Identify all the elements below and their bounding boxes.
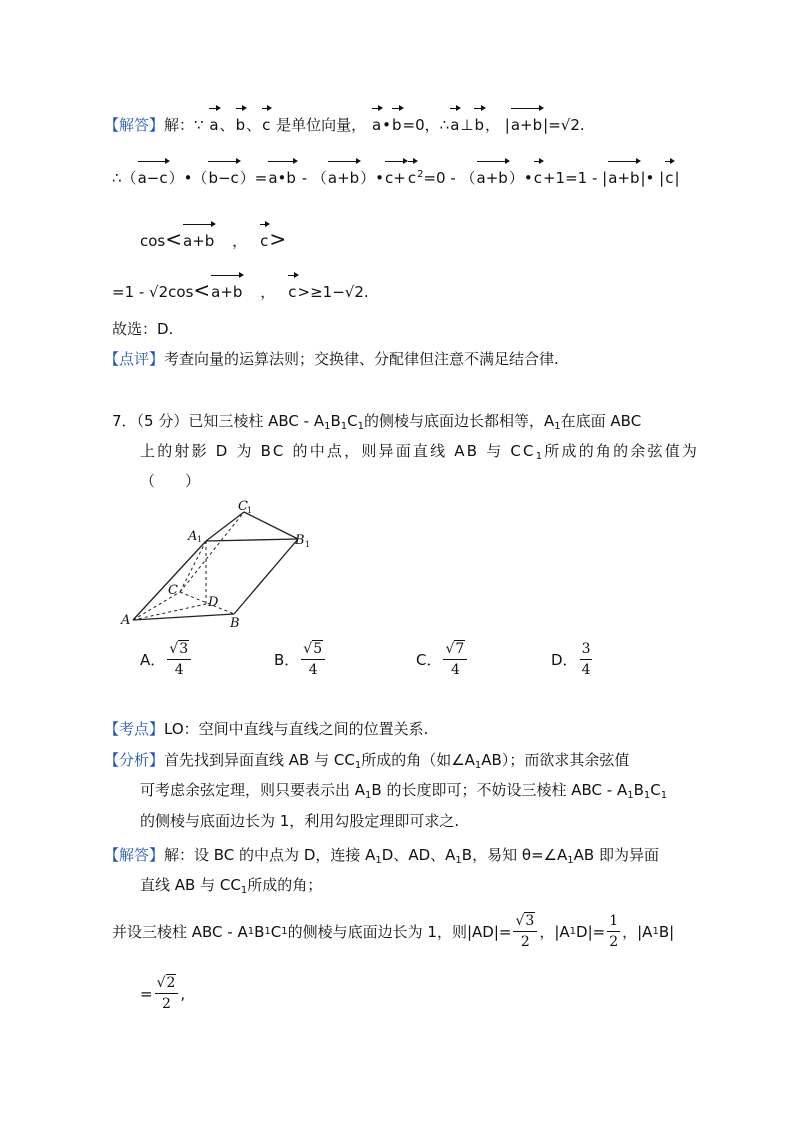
expr-part: | bbox=[674, 169, 680, 187]
comma: ， bbox=[232, 232, 248, 250]
fraction: $\frac{3}{4}$ bbox=[581, 641, 591, 678]
solution-text: , bbox=[180, 984, 186, 1003]
option-D[interactable] bbox=[551, 640, 594, 679]
angle-open: < bbox=[193, 278, 211, 302]
comma: ， bbox=[260, 283, 276, 301]
solution-text: 解：设 BC 的中点为 D，连接 A bbox=[164, 846, 376, 864]
expr-part: =0 - （ bbox=[423, 169, 476, 187]
solution-text: C bbox=[270, 922, 282, 941]
vector-b: b bbox=[392, 108, 402, 136]
sep: 、 bbox=[246, 116, 262, 134]
prism-figure bbox=[118, 496, 318, 630]
expr-part: ）• bbox=[360, 169, 385, 187]
fraction-ad: $\frac{√3}{2}$ bbox=[513, 912, 537, 951]
fraction: $\frac{√3}{4}$ bbox=[167, 640, 191, 679]
fraction-a1d: $\frac{1}{2}$ bbox=[609, 913, 619, 950]
q-text: 上的射影 D 为 BC 的中点，则异面直线 AB 与 CC bbox=[140, 442, 536, 460]
answer-line-3 bbox=[140, 224, 286, 252]
label-C1: C bbox=[238, 499, 248, 514]
sep: 、 bbox=[219, 116, 235, 134]
solution-text: D、AD、A bbox=[381, 846, 456, 864]
expr-part: ）• bbox=[508, 169, 533, 187]
analysis-text: 首先找到异面直线 AB 与 CC bbox=[164, 751, 355, 769]
q-text: 7．（5 分）已知三棱柱 ABC - A bbox=[112, 412, 325, 430]
solution-text: = bbox=[140, 984, 153, 1003]
label-A: A bbox=[121, 613, 131, 628]
solution-text: 直线 AB 与 CC bbox=[140, 876, 241, 894]
vector-a-plus-b: a+b bbox=[477, 161, 508, 189]
option-label: A． bbox=[140, 651, 166, 669]
svg-text:1: 1 bbox=[197, 535, 203, 544]
answer-tag: 【解答】 bbox=[104, 116, 165, 134]
question-7-choice-paren: （ ） bbox=[140, 472, 201, 490]
kaodian-text: LO：空间中直线与直线之间的位置关系. bbox=[164, 720, 429, 738]
analysis-text: B bbox=[633, 781, 644, 799]
vector-c: c bbox=[262, 108, 270, 136]
solution-text: 所成的角； bbox=[247, 876, 323, 894]
solution-text: B bbox=[254, 922, 265, 941]
analysis-text: C bbox=[650, 781, 661, 799]
vector-c: c bbox=[288, 275, 296, 303]
q-text: 所成的角的余弦值为 bbox=[544, 442, 700, 460]
paren: （ bbox=[121, 169, 137, 187]
vector-a-minus-c: a−c bbox=[138, 161, 168, 189]
solution-text: ，|A bbox=[539, 922, 570, 941]
solution-text: 并设三棱柱 ABC - A bbox=[112, 922, 248, 941]
solution-line-4 bbox=[140, 974, 185, 1013]
q-text: 的侧棱与底面边长都相等，A bbox=[364, 412, 555, 430]
answer-line-1: 【解答】解：∵ a、 b、 c 是单位向量， a• b=0，∴ a⊥ b， | a+b|=√2. bbox=[104, 108, 585, 136]
q-text: 在底面 ABC bbox=[560, 412, 642, 430]
vector-a-plus-b: a+b bbox=[211, 275, 242, 303]
option-A[interactable] bbox=[140, 640, 193, 679]
fraction: $\frac{√5}{4}$ bbox=[301, 640, 325, 679]
kaodian-line bbox=[104, 718, 428, 740]
solution-text: AB 即为异面 bbox=[573, 846, 659, 864]
vector-c: c bbox=[408, 161, 416, 189]
choose-line: 故选：D. bbox=[112, 320, 174, 338]
solution-text: 的侧棱与底面边长为 1，则|AD|= bbox=[287, 922, 512, 941]
comment-text: 考查向量的运算法则；交换律、分配律但注意不满足结合律. bbox=[164, 350, 559, 368]
option-B[interactable] bbox=[274, 640, 327, 679]
dot-product-zero: =0，∴ bbox=[402, 116, 450, 134]
solution-tag: 【解答】 bbox=[104, 846, 165, 864]
vector-c: c bbox=[260, 224, 268, 252]
answer-line-4 bbox=[112, 275, 369, 303]
expr-part: +1=1 - | bbox=[542, 169, 608, 187]
vector-c: c bbox=[665, 161, 673, 189]
cos-text: cos bbox=[140, 232, 166, 250]
label-C: C bbox=[168, 583, 178, 598]
analysis-text: B 的长度即可；不妨设三棱柱 ABC - A bbox=[371, 781, 628, 799]
analysis-line-3: 的侧棱与底面边长为 1，利用勾股定理即可求之. bbox=[140, 812, 460, 830]
vector-a-plus-b: a+b bbox=[608, 161, 639, 189]
solution-text: ，|A bbox=[622, 922, 653, 941]
solution-text: B，易知 θ=∠A bbox=[461, 846, 568, 864]
therefore-symbol: ∴ bbox=[112, 169, 122, 187]
prism-diagram bbox=[118, 496, 318, 630]
analysis-line-2: 可考虑余弦定理，则只要表示出 $A_1B$ 的长度即可；不妨设三棱柱 ABC - $A_1B_1C_1$ bbox=[140, 781, 668, 801]
comment-tag: 【点评】 bbox=[104, 350, 165, 368]
paren: ）= bbox=[239, 169, 268, 187]
paren: ）•（ bbox=[168, 169, 208, 187]
fraction-a1b: $\frac{√2}{2}$ bbox=[155, 974, 179, 1013]
unit-vector-text: 是单位向量， bbox=[276, 116, 367, 134]
vector-c: c bbox=[534, 161, 542, 189]
vector-b: b bbox=[236, 108, 246, 136]
vector-a: a bbox=[450, 108, 459, 136]
expr-part: - （ bbox=[296, 169, 327, 187]
abs-equals-sqrt2: |=√2. bbox=[543, 116, 585, 134]
comment-line bbox=[104, 348, 559, 370]
angle-open: < bbox=[165, 227, 183, 251]
comma: ， bbox=[485, 116, 501, 134]
kaodian-tag: 【考点】 bbox=[104, 720, 165, 738]
vector-a: a bbox=[372, 108, 381, 136]
vector-a: a bbox=[209, 108, 218, 136]
svg-text:1: 1 bbox=[247, 506, 253, 515]
option-label: D． bbox=[551, 651, 578, 669]
question-7-line-2: 上的射影 D 为 BC 的中点，则异面直线 AB 与 $CC_1$所成的角的余弦值为 bbox=[140, 442, 700, 462]
analysis-tag: 【分析】 bbox=[104, 751, 165, 769]
q-text: C bbox=[347, 412, 358, 430]
label-A1: A bbox=[188, 529, 198, 544]
expr-part: |• | bbox=[640, 169, 665, 187]
vector-a-plus-b: a+b bbox=[183, 224, 214, 252]
answer-lead: 解：∵ bbox=[164, 116, 204, 134]
vector-c: c+ bbox=[385, 161, 406, 189]
analysis-text: AB）；而欲求其余弦值 bbox=[481, 751, 630, 769]
vector-a-plus-b: a+b bbox=[328, 161, 359, 189]
solution-text: D|= bbox=[576, 922, 606, 941]
answer-line-2 bbox=[112, 161, 680, 189]
angle-close: > bbox=[269, 227, 287, 251]
perp-symbol: ⊥ bbox=[460, 116, 474, 134]
analysis-line-1: 【分析】首先找到异面直线 AB 与 $CC_1$所成的角（如$\angle A_1AB$）；而欲求其余弦值 bbox=[104, 751, 630, 771]
solution-line-2: 直线 AB 与 $CC_1$所成的角； bbox=[140, 876, 323, 896]
svg-text:1: 1 bbox=[305, 540, 311, 549]
solution-line-1: 【解答】解：设 BC 的中点为 D，连接 $A_1D$、AD、$A_1B$，易知 $\theta=\angle A_1AB$ 即为异面 bbox=[104, 846, 659, 866]
label-B1: B bbox=[295, 533, 305, 548]
expr-part: =1 - √2cos bbox=[112, 283, 194, 301]
fraction: $\frac{√7}{4}$ bbox=[443, 640, 467, 679]
exponent: 2 bbox=[417, 169, 424, 180]
analysis-text: 所成的角（如∠A bbox=[361, 751, 475, 769]
option-label: C． bbox=[416, 651, 442, 669]
label-D: D bbox=[208, 595, 219, 610]
option-C[interactable] bbox=[416, 640, 469, 679]
analysis-text: 可考虑余弦定理，则只要表示出 A bbox=[140, 781, 366, 799]
label-B: B bbox=[230, 616, 240, 630]
expr-part: >≥1−√2. bbox=[297, 283, 369, 301]
vector-b-minus-c: b−c bbox=[208, 161, 238, 189]
option-label: B． bbox=[274, 651, 300, 669]
solution-line-3: 并设三棱柱 ABC - A 1 B 1 C 1 的侧棱与底面边长为 1，则|AD|= $\frac{√3}{2}$ ，|A 1 D|= $\frac{1}{2}$ ，|A 1 B| bbox=[112, 913, 675, 950]
q-text: B bbox=[330, 412, 341, 430]
vector-a-plus-b: a+b bbox=[511, 108, 542, 136]
vector-b: b bbox=[474, 108, 484, 136]
solution-text: B| bbox=[658, 922, 675, 941]
vector-a-dot-b: a•b bbox=[268, 161, 296, 189]
question-7-line-1: 7．（5 分）已知三棱柱 ABC - $A_1B_1C_1$的侧棱与底面边长都相等，$A_1$在底面 ABC bbox=[112, 412, 642, 432]
